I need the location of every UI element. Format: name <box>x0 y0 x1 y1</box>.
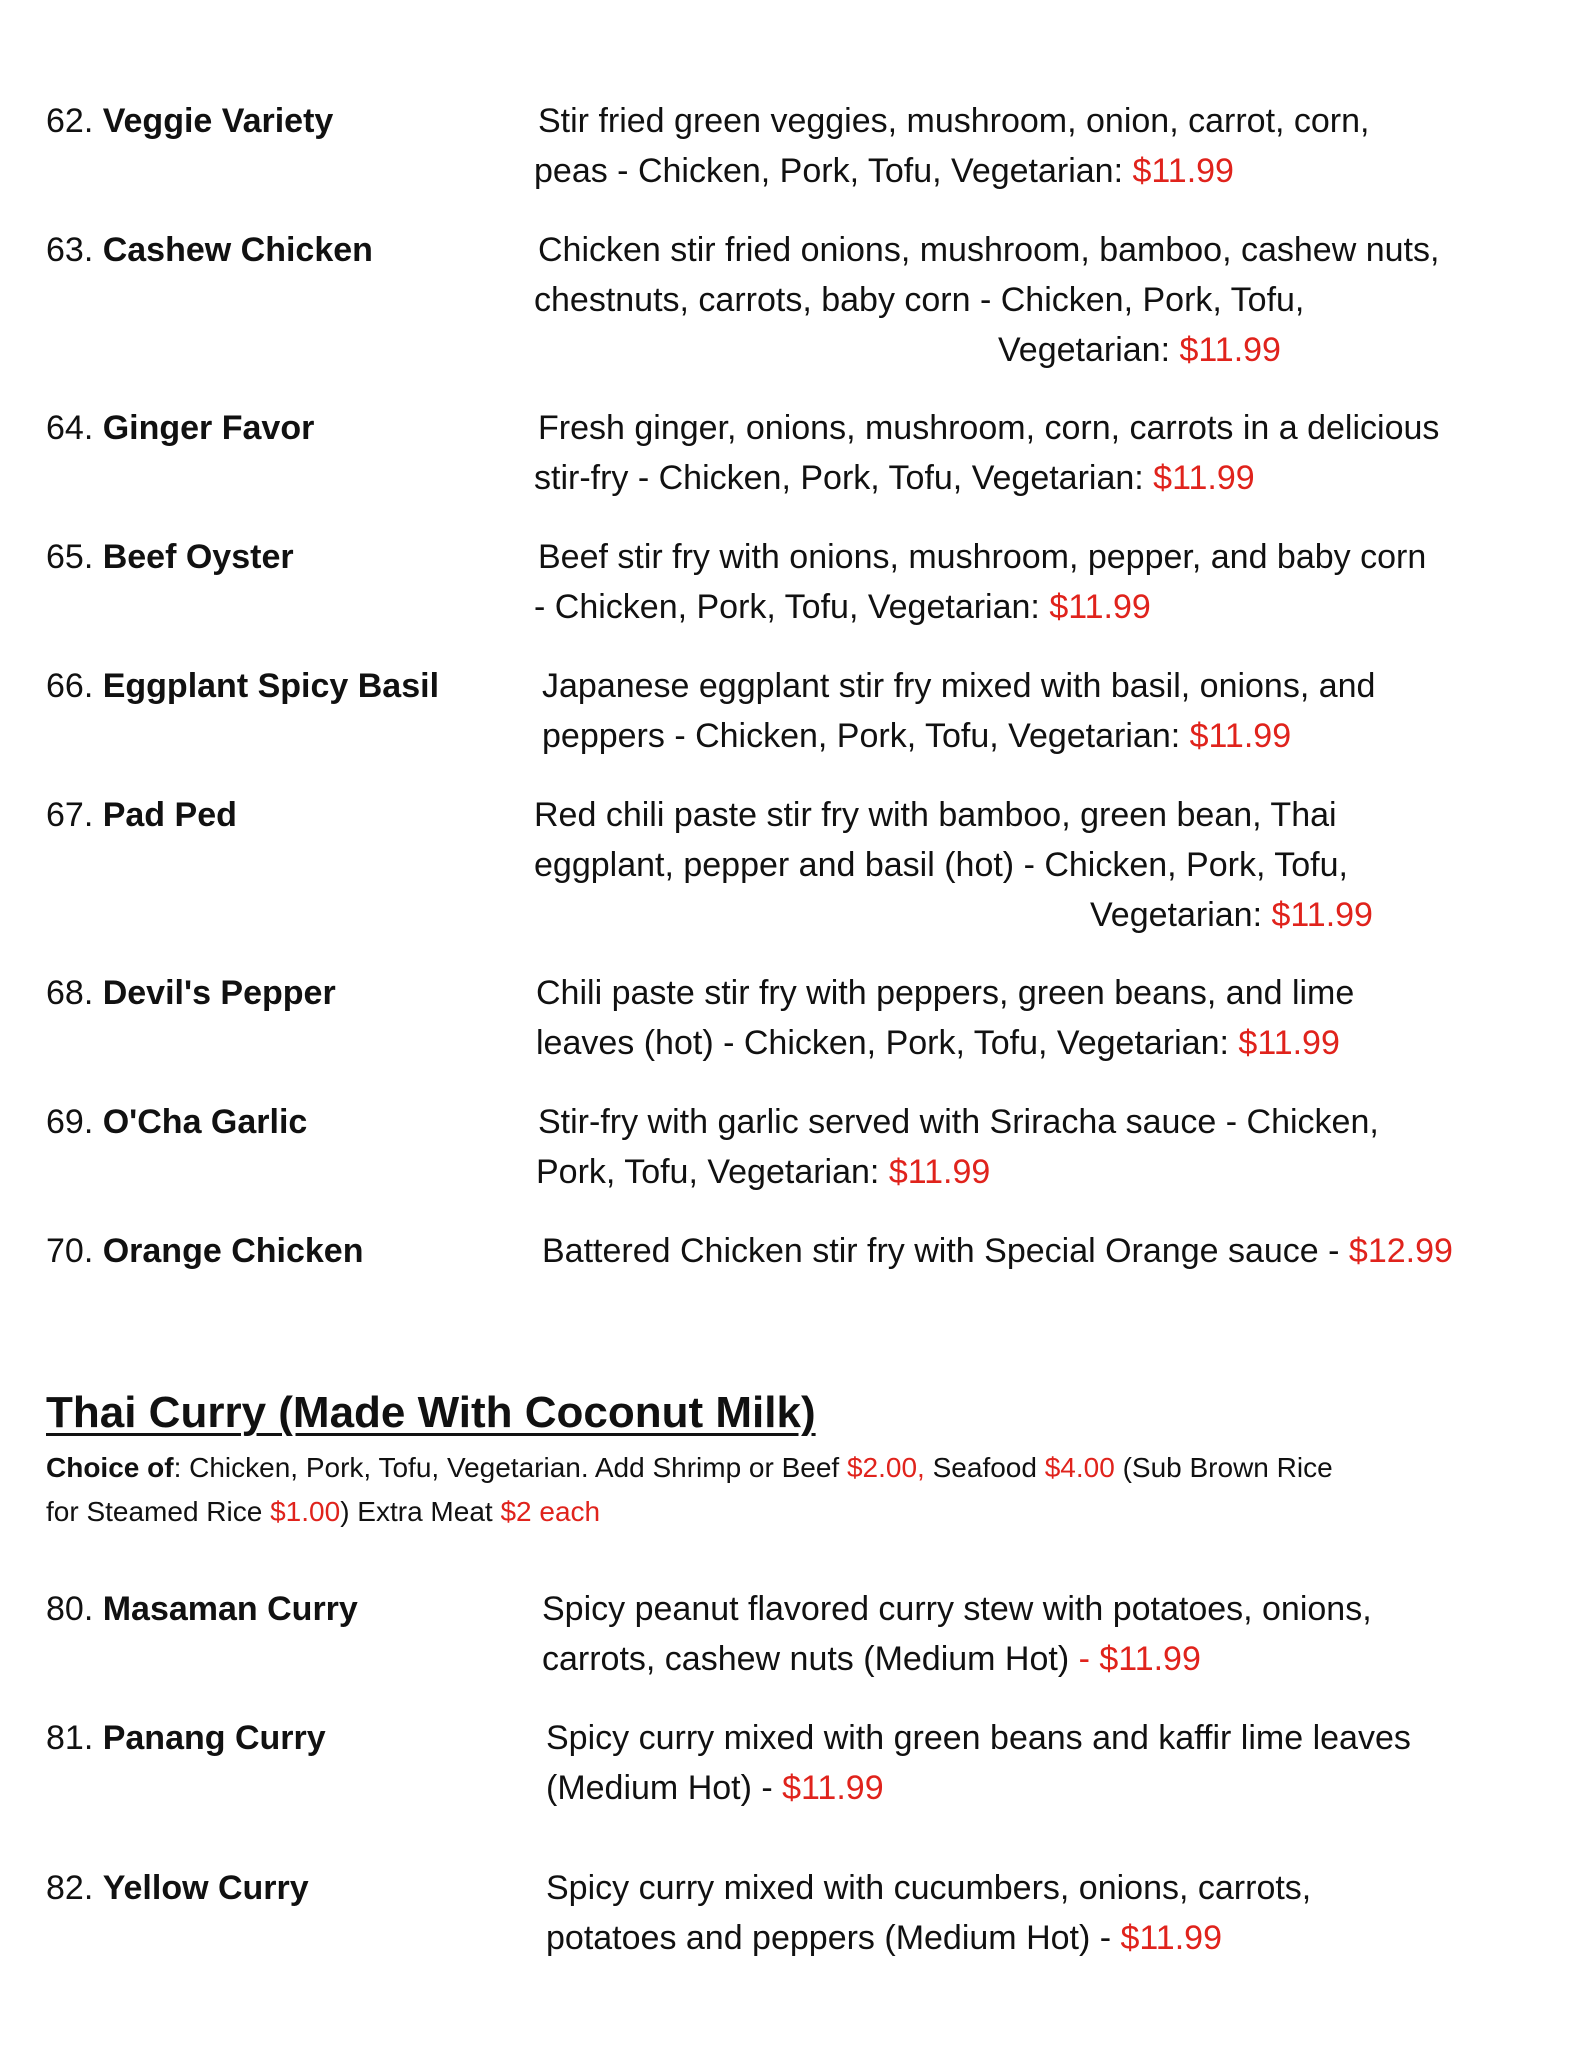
item-number: 70. <box>46 1232 94 1270</box>
item-title <box>46 532 294 582</box>
item-number: 80. <box>46 1590 94 1628</box>
description-line <box>534 146 1548 196</box>
description-line: Beef stir fry with onions, mushroom, pepper, and baby corn <box>538 538 1427 576</box>
extra-meat-price: $2 each <box>500 1496 601 1527</box>
choice-text: Seafood <box>924 1452 1045 1483</box>
item-description <box>542 661 1552 761</box>
description-line: chestnuts, carrots, baby corn - Chicken, Pork, Tofu, <box>534 281 1305 319</box>
choice-text: for Steamed Rice <box>46 1496 271 1527</box>
item-name: Devil's Pepper <box>102 974 336 1012</box>
item-number: 82. <box>46 1869 94 1907</box>
item-title <box>46 1863 309 1913</box>
description-text: - Chicken, Pork, Tofu, Vegetarian: <box>534 588 1050 626</box>
description-text: carrots, cashew nuts (Medium Hot) <box>542 1640 1079 1678</box>
item-name: Veggie Variety <box>102 102 334 140</box>
description-text: (Medium Hot) - <box>546 1769 783 1807</box>
item-number: 81. <box>46 1719 94 1757</box>
item-description <box>534 96 1548 196</box>
item-price: $11.99 <box>1153 459 1255 497</box>
item-number: 64. <box>46 409 94 447</box>
description-line <box>536 1147 1548 1197</box>
description-line: Spicy peanut flavored curry stew with potatoes, onions, <box>542 1590 1372 1628</box>
description-line: Japanese eggplant stir fry mixed with basil, onions, and <box>542 667 1376 705</box>
item-price: $12.99 <box>1348 1232 1453 1270</box>
item-description <box>542 1584 1552 1684</box>
item-price: $11.99 <box>1132 152 1234 190</box>
choice-label: Choice of <box>46 1452 174 1483</box>
description-line <box>546 1763 1556 1813</box>
description-line: Spicy curry mixed with cucumbers, onions, carrots, <box>546 1869 1312 1907</box>
description-text: potatoes and peppers (Medium Hot) - <box>546 1919 1121 1957</box>
description-text: Vegetarian: <box>1090 896 1272 934</box>
description-text: peppers - Chicken, Pork, Tofu, Vegetarian: <box>542 717 1190 755</box>
item-number: 65. <box>46 538 94 576</box>
item-title <box>46 968 336 1018</box>
item-title <box>46 1097 307 1147</box>
description-line <box>534 582 1548 632</box>
choice-line <box>46 1446 1546 1490</box>
description-line: Chicken stir fried onions, mushroom, bamboo, cashew nuts, <box>538 231 1440 269</box>
description-text: peas - Chicken, Pork, Tofu, Vegetarian: <box>534 152 1133 190</box>
description-text: stir-fry - Chicken, Pork, Tofu, Vegetarian: <box>534 459 1154 497</box>
item-price: $11.99 <box>888 1153 991 1191</box>
item-title <box>46 1226 363 1276</box>
item-description <box>534 790 1544 940</box>
item-description <box>546 1863 1556 1963</box>
description-text: leaves (hot) - Chicken, Pork, Tofu, Vegetarian: <box>536 1024 1239 1062</box>
item-price: $11.99 <box>1271 896 1373 934</box>
description-line: Stir-fry with garlic served with Sriracha sauce - Chicken, <box>538 1103 1379 1141</box>
item-price: $11.99 <box>1238 1024 1340 1062</box>
item-description <box>534 403 1548 503</box>
item-name: O'Cha Garlic <box>102 1103 308 1141</box>
item-price: $11.99 <box>1179 331 1281 369</box>
item-name: Beef Oyster <box>102 538 294 576</box>
description-text: Battered Chicken stir fry with Special Orange sauce - <box>542 1232 1349 1270</box>
choice-line <box>46 1490 1546 1534</box>
seafood-price: $4.00 <box>1044 1452 1115 1483</box>
item-name: Masaman Curry <box>102 1590 358 1628</box>
item-number: 68. <box>46 974 94 1012</box>
item-title <box>46 403 314 453</box>
item-description <box>536 968 1546 1068</box>
item-description <box>534 225 1548 375</box>
description-line: eggplant, pepper and basil (hot) - Chicken, Pork, Tofu, <box>534 846 1348 884</box>
description-line <box>1090 890 1544 940</box>
item-name: Panang Curry <box>102 1719 326 1757</box>
item-name: Cashew Chicken <box>102 231 373 269</box>
item-name: Yellow Curry <box>102 1869 309 1907</box>
item-number: 69. <box>46 1103 94 1141</box>
description-line <box>542 711 1552 761</box>
choice-text: ) Extra Meat <box>340 1496 501 1527</box>
item-price: $11.99 <box>1189 717 1292 755</box>
item-price: $11.99 <box>782 1769 884 1807</box>
section-heading: Thai Curry (Made With Coconut Milk) <box>46 1388 816 1437</box>
item-title <box>46 96 333 146</box>
item-price: $11.99 <box>1049 588 1151 626</box>
description-text: Vegetarian: <box>998 331 1180 369</box>
item-price: - $11.99 <box>1078 1640 1201 1678</box>
item-number: 66. <box>46 667 94 705</box>
description-line <box>534 453 1548 503</box>
description-line <box>998 325 1548 375</box>
item-name: Eggplant Spicy Basil <box>102 667 440 705</box>
description-line <box>542 1634 1552 1684</box>
item-description <box>538 1097 1548 1197</box>
shrimp-beef-price: $2.00, <box>846 1452 925 1483</box>
item-name: Orange Chicken <box>102 1232 364 1270</box>
item-number: 62. <box>46 102 94 140</box>
description-line: Stir fried green veggies, mushroom, onion, carrot, corn, <box>538 102 1370 140</box>
description-line <box>542 1226 1552 1276</box>
description-line: Chili paste stir fry with peppers, green beans, and lime <box>536 974 1355 1012</box>
description-line: Red chili paste stir fry with bamboo, green bean, Thai <box>534 796 1337 834</box>
item-description <box>534 532 1548 632</box>
item-title <box>46 225 373 275</box>
description-line: Spicy curry mixed with green beans and kaffir lime leaves <box>546 1719 1411 1757</box>
item-name: Ginger Favor <box>102 409 315 447</box>
choice-text: : Chicken, Pork, Tofu, Vegetarian. Add Shrimp or Beef <box>173 1452 847 1483</box>
item-title <box>46 1713 326 1763</box>
item-description <box>546 1713 1556 1813</box>
choice-text: (Sub Brown Rice <box>1114 1452 1333 1483</box>
item-price: $11.99 <box>1120 1919 1222 1957</box>
item-title <box>46 790 237 840</box>
description-line: Fresh ginger, onions, mushroom, corn, carrots in a delicious <box>538 409 1440 447</box>
item-number: 63. <box>46 231 94 269</box>
item-title <box>46 1584 358 1634</box>
brown-rice-price: $1.00 <box>270 1496 341 1527</box>
choice-note <box>46 1446 1546 1534</box>
description-text: Pork, Tofu, Vegetarian: <box>536 1153 889 1191</box>
description-line <box>536 1018 1546 1068</box>
item-number: 67. <box>46 796 94 834</box>
item-title <box>46 661 439 711</box>
item-name: Pad Ped <box>102 796 237 834</box>
item-description <box>542 1226 1552 1276</box>
description-line <box>546 1913 1556 1963</box>
